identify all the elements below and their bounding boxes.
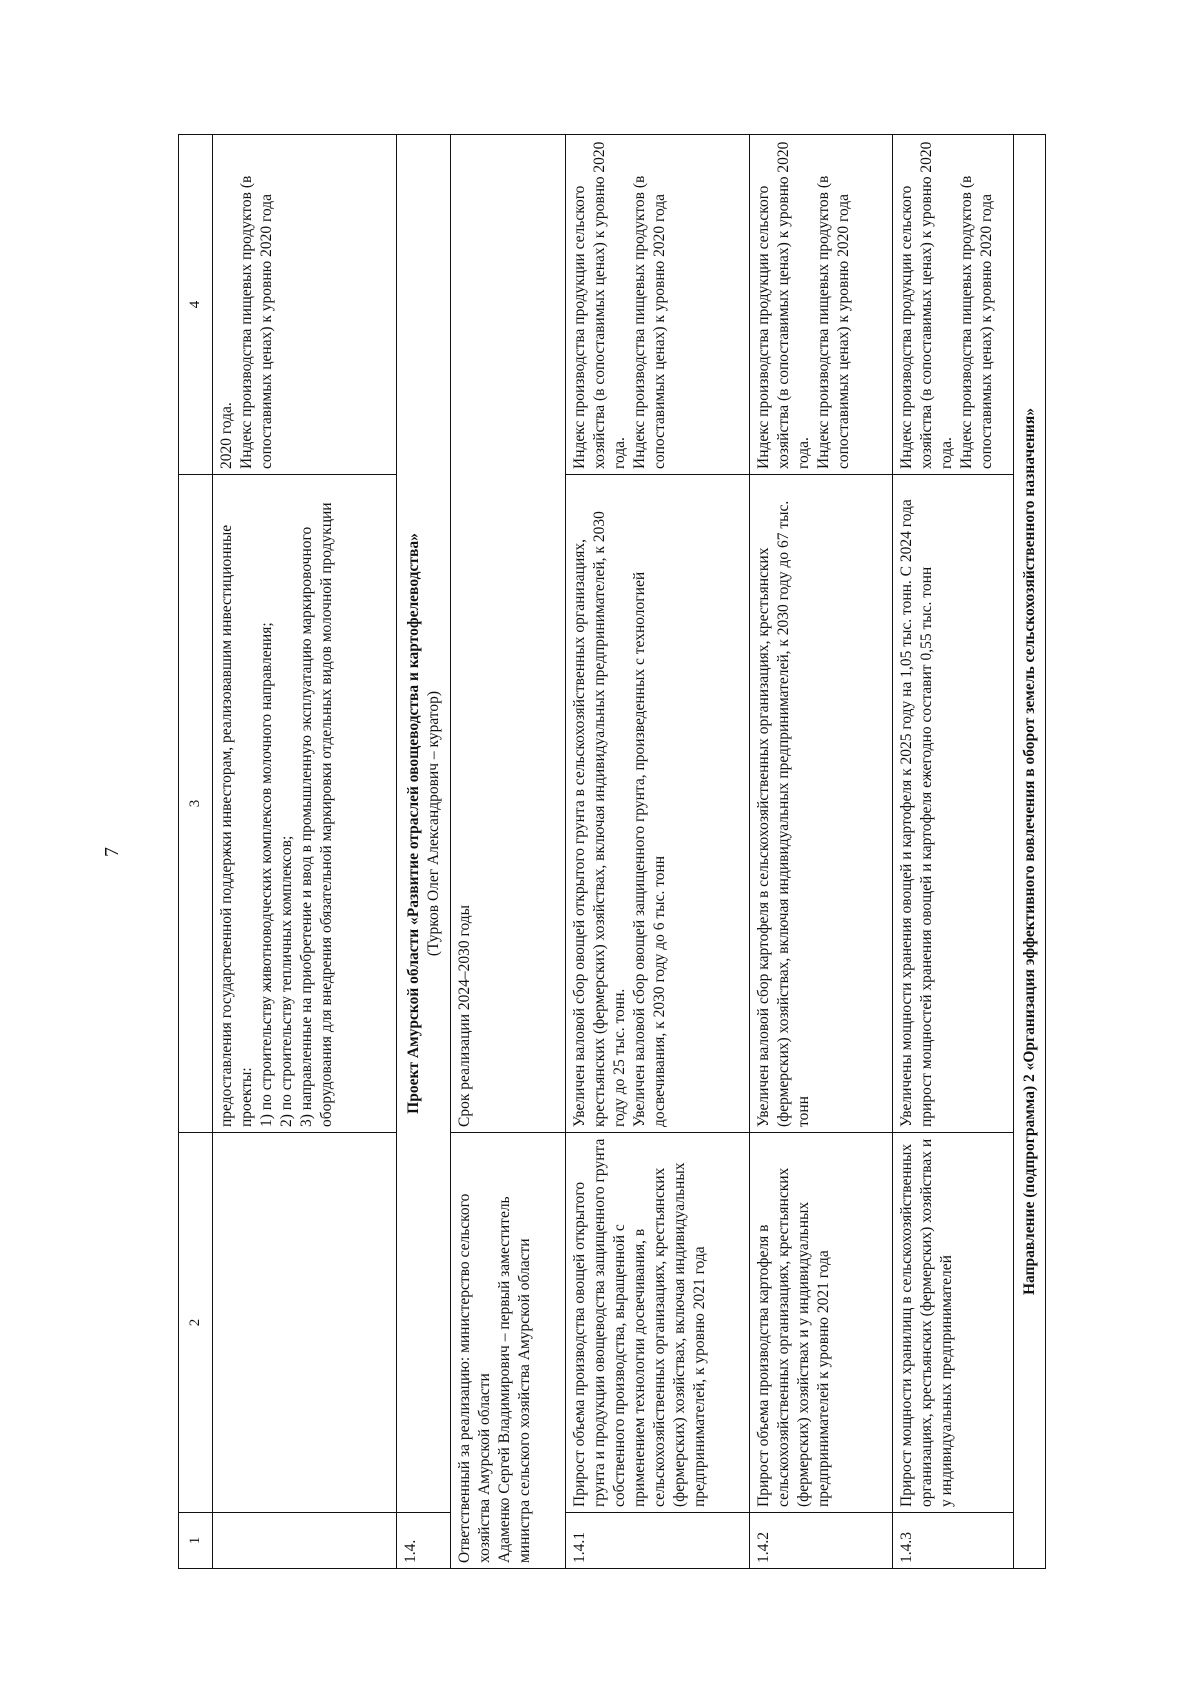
header-col-4: 4: [179, 135, 213, 475]
row-result: Увеличен валовой сбор картофеля в сельскохозяйственных организациях, крестьянских (фермерских) хозяйствах, включая индивидуальных предпринимателей, к 2030 году до 67 тыс. тонн: [750, 475, 893, 1133]
project-number: 1.4.: [397, 1513, 451, 1569]
header-col-2: 2: [179, 1133, 213, 1513]
cell-result: предоставления государственной поддержки инвесторам, реализовавшим инвестиционные проекты: 1) по строительству животноводческих комплексов молочного направления; 2) по строительству тепличных комплексов; 3) направленные на приобретение и ввод в промышленную эксплуатацию маркировочного оборудования для внедрения обязательной маркировки отдельных видов молочной продукции: [212, 475, 397, 1133]
row-number: 1.4.2: [750, 1513, 893, 1569]
row-result: Увеличены мощности хранения овощей и картофеля к 2025 году на 1,05 тыс. тонн. С 2024 года прирост мощностей хранения овощей и картофеля ежегодно составит 0,55 тыс. тонн: [893, 475, 1014, 1133]
row-result: Увеличен валовой сбор овощей открытого грунта в сельскохозяйственных организациях, крестьянских (фермерских) хозяйствах, включая индивидуальных предпринимателей, к 2030 году до 25 тыс. тонн. Увеличен валовой сбор овощей защищенного грунта, произведенных с технологией досвечивания, к 2030 году до 6 тыс. тонн: [565, 475, 750, 1133]
responsible-text: Ответственный за реализацию: министерство сельского хозяйства Амурской области Адаменко Сергей Владимирович – первый заместитель министра сельского хозяйства Амурской области: [450, 1133, 565, 1569]
cell-indicator: 2020 года. Индекс производства пищевых продуктов (в сопоставимых ценах) к уровню 2020 года: [212, 135, 397, 475]
page-number: 7: [101, 847, 123, 857]
project-row: [397, 135, 451, 1569]
row-number: 1.4.1: [565, 1513, 750, 1569]
implementation-period: Срок реализации 2024–2030 годы: [450, 135, 565, 1133]
direction-title: Направление (подпрограмма) 2 «Организация эффективного вовлечения в оборот земель сельскохозяйственного назначения»: [1014, 135, 1046, 1569]
measures-table: [178, 134, 1046, 1569]
row-number: 1.4.3: [893, 1513, 1014, 1569]
row-indicator: Индекс производства продукции сельского хозяйства (в сопоставимых ценах) к уровню 2020 года. Индекс производства пищевых продуктов (в сопоставимых ценах) к уровню 2020 года: [750, 135, 893, 475]
project-title: Проект Амурской области «Развитие отраслей овощеводства и картофелеводства»: [404, 533, 422, 1114]
header-col-3: 3: [179, 475, 213, 1133]
cell-num: [212, 1513, 397, 1569]
rotated-table-area: [178, 135, 1046, 1569]
table-row: [750, 135, 893, 1569]
row-indicator: Индекс производства продукции сельского хозяйства (в сопоставимых ценах) к уровню 2020 года. Индекс производства пищевых продуктов (в сопоставимых ценах) к уровню 2020 года: [565, 135, 750, 475]
direction-row: [1014, 135, 1046, 1569]
header-col-1: 1: [179, 1513, 213, 1569]
responsible-row: [450, 135, 565, 1569]
row-indicator: Индекс производства продукции сельского хозяйства (в сопоставимых ценах) к уровню 2020 года. Индекс производства пищевых продуктов (в сопоставимых ценах) к уровню 2020 года: [893, 135, 1014, 475]
cell-task: [212, 1133, 397, 1513]
table-header-row: [179, 135, 213, 1569]
project-title-cell: [397, 135, 451, 1513]
table-row: [893, 135, 1014, 1569]
project-curator: (Турков Олег Александрович – куратор): [424, 690, 442, 957]
table-row: [212, 135, 397, 1569]
row-task: Прирост мощности хранилищ в сельскохозяйственных организациях, крестьянских (фермерских) хозяйствах и у индивидуальных предпринимателей: [893, 1133, 1014, 1513]
row-task: Прирост объема производства картофеля в сельскохозяйственных организациях, крестьянских (фермерских) хозяйствах и у индивидуальных предпринимателей к уровню 2021 года: [750, 1133, 893, 1513]
row-task: Прирост объема производства овощей открытого грунта и продукции овощеводства защищенного грунта собственного производства, выращенной с применением технологии досвечивания, в сельскохозяйственных организациях, крестьянских (фермерских) хозяйствах, включая индивидуальных предпринимателей, к уровню 2021 года: [565, 1133, 750, 1513]
table-row: [565, 135, 750, 1569]
